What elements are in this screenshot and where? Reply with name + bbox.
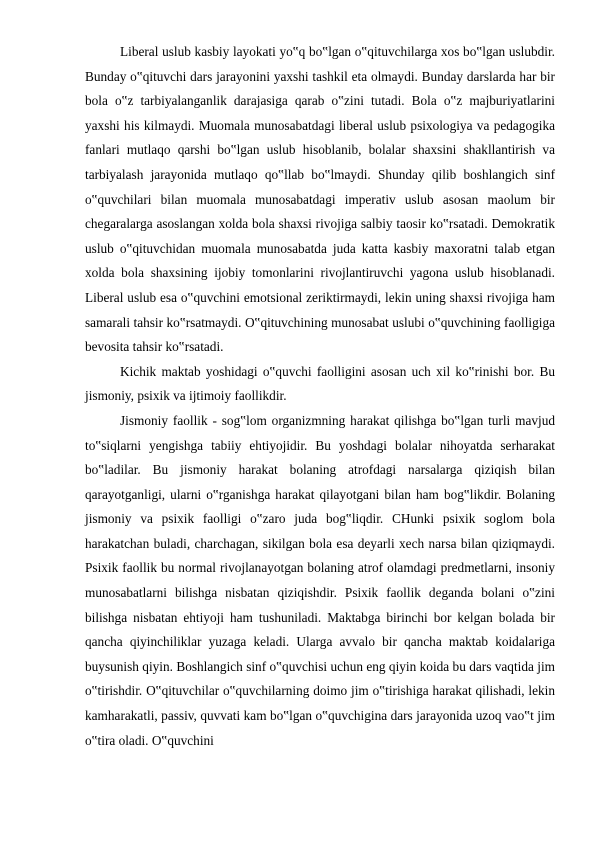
paragraph-liberal-style: Liberal uslub kasbiy layokati yo‟q bo‟lgan o‟qituvchilarga xos bo‟lgan uslubdir. Bunday o‟qituvchi dars jarayonini yaxshi tashkil eta olmaydi. Bunday darslarda har bir bola o‟z tarbiyalanganlik darajasiga qarab o‟zini tutadi. Bola o‟z majburiyatlarini yaxshi his kilmaydi. Muomala munosabatdagi liberal uslub psixologiya va pedagogika fanlari mutlaqo qarshi bo‟lgan uslub hisoblanib, bolalar shaxsini shakllantirish va tarbiyalash jarayonida mutlaqo qo‟llab bo‟lmaydi. Shunday qilib boshlangich sinf o‟quvchilari bilan muomala munosabatdagi imperativ uslub asosan maolum bir chegaralarga asoslangan xolda bola shaxsi rivojiga salbiy taosir ko‟rsatadi. Demokratik uslub o‟qituvchidan muomala munosabatda juda katta kasbiy maxoratni talab etgan xolda bola shaxsining ijobiy tomonlarini rivojlantiruvchi yagona uslub hisoblanadi. Liberal uslub esa o‟quvchini emotsional zeriktirmaydi, lekin uning shaxsi rivojiga ham samarali tahsir ko‟rsatmaydi. O‟qituvchining munosabat uslubi o‟quvchining faolligiga bevosita tahsir ko‟rsatadi. (85, 44, 555, 355)
paragraph-physical-activity: Jismoniy faollik - sog‟lom organizmning harakat qilishga bo‟lgan turli mavjud to‟siqlarni yengishga tabiiy ehtiyojidir. Bu yoshdagi bolalar nihoyatda serharakat bo‟ladilar. Bu jismoniy harakat bolaning atrofdagi narsalarga qiziqish bilan qarayotganligi, ularni o‟rganishga harakat qilayotgani bilan ham bog‟likdir. Bolaning jismoniy va psixik faolligi o‟zaro juda bog‟liqdir. CHunki psixik soglom bola harakatchan buladi, charchagan, sikilgan bola esa deyarli xech narsa bilan qiziqmaydi. Psixik faollik bu normal rivojlanayotgan bolaning atrof olamdagi predmetlarni, insoniy munosabatlarni bilishga nisbatan qiziqishdir. Psixik faollik deganda bolani o‟zini bilishga nisbatan ehtiyoji ham tushuniladi. Maktabga birinchi bor kelgan bolada bir qancha qiyinchiliklar yuzaga keladi. Ularga avvalo bir qancha maktab koidalariga buysunish qiyin. Boshlangich sinf o‟quvchisi uchun eng qiyin koida bu dars vaqtida jim o‟tirishdir. O‟qituvchilar o‟quvchilarning doimo jim o‟tirishiga harakat qilishadi, lekin kamharakatli, passiv, quvvati kam bo‟lgan o‟quvchigina dars jarayonida uzoq vao‟t jim o‟tira oladi. O‟quvchini (85, 412, 555, 748)
paragraph-student-activity: Kichik maktab yoshidagi o‟quvchi faolligini asosan uch xil ko‟rinishi bor. Bu jismoniy, psixik va ijtimoiy faollikdir. (85, 363, 555, 404)
body-text (85, 40, 555, 753)
